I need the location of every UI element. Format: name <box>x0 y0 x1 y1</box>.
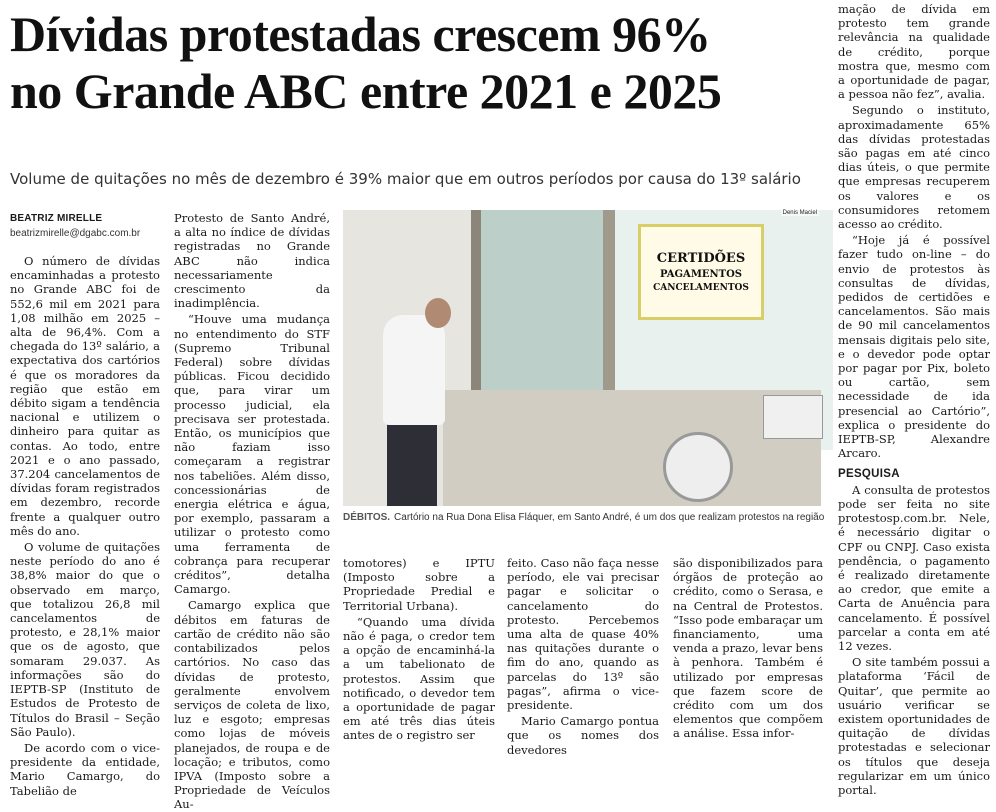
author-email: beatrizmirelle@dgabc.com.br <box>10 228 141 239</box>
caption-text: Cartório na Rua Dona Elisa Fláquer, em Santo André, é um dos que realizam protestos na região <box>394 512 825 523</box>
author-name: BEATRIZ MIRELLE <box>10 213 103 224</box>
paragraph: Mario Camargo pontua que os nomes dos devedores <box>507 714 659 757</box>
paragraph: “Houve uma mudança no entendimento do STF (Supremo Tribunal Federal) sobre dívidas públicas. Ficou decidido que, para virar um processo judicial, ela precisava ser protestada. Então, os municípios que não faziam isso começaram a registrar nos tabeliões. Além disso, concessionárias de energia elétrica e água, por exemplo, passaram a utilizar o protesto como uma ferramenta de cobrança para recuperar créditos”, detalha Camargo. <box>174 312 330 597</box>
paragraph: A consulta de protestos pode ser feita no site protestosp.com.br. Nele, é necessário digitar o CPF ou CNPJ. Caso exista pendência, o pagamento é realizado diretamente ao credor, que emite a Carta de Anuência para cancelamento. É possível parcelar a conta em até 12 vezes. <box>838 482 990 653</box>
paragraph: Segundo o instituto, aproximadamente 65% das dívidas protestadas são pagas em até cinco dias úteis, o que permite que empresas recuperem os valores e os consumidores retomem acesso ao crédito. <box>838 103 990 232</box>
photo-person-body <box>383 315 445 425</box>
paragraph: De acordo com o vice-presidente da entidade, Mario Camargo, do Tabelião de <box>10 740 160 798</box>
paragraph: O site também possui a plataforma ‘Fácil de Quitar’, que permite ao usuário verificar se existem oportunidades de quitação de dívidas protestadas e selecionar os títulos que deseja regularizar em um único portal. <box>838 655 990 797</box>
sign-line-2: PAGAMENTOS <box>659 269 743 280</box>
photo-fan <box>663 432 733 502</box>
headline-line-1: Dívidas protestadas crescem 96% <box>10 6 711 62</box>
column-2 <box>174 211 330 812</box>
sign-line-3: CANCELAMENTOS <box>653 283 749 293</box>
photo-person-head <box>425 298 451 328</box>
paragraph: O volume de quitações neste período do ano é 38,8% maior do que o observado em março, que totalizou 26,8 mil cancelamentos de protesto, e 28,1% maior que os de agosto, que somaram 29.037. As informações são do IEPTB-SP (Instituto de Estudos de Protesto de Títulos do Brasil – Seção São Paulo). <box>10 540 160 739</box>
photo-credit: Denis Maciel <box>782 210 817 216</box>
paragraph: Protesto de Santo André, a alta no índice de dívidas registradas no Grande ABC não indica necessariamente crescimento da inadimplência. <box>174 211 330 311</box>
paragraph: mação de dívida em protesto tem grande relevância na qualidade de crédito, porque mostra que, mesmo com a oportunidade de pagar, a pessoa não fez”, avalia. <box>838 2 990 102</box>
paragraph: “Quando uma dívida não é paga, o credor tem a opção de encaminhá-la a um tabelionato de protestos. Assim que notificado, o devedor tem a oportunidade de pagar em até três dias úteis antes de o registro ser <box>343 614 495 743</box>
column-6 <box>838 2 990 797</box>
photo-printer <box>763 395 823 439</box>
photo-counter-sign <box>638 224 764 320</box>
photo-person-legs <box>387 420 437 506</box>
article-subtitle: Volume de quitações no mês de dezembro é 39% maior que em outros períodos por causa do 13º salário <box>10 170 801 188</box>
section-heading-pesquisa: PESQUISA <box>838 467 900 480</box>
headline-line-2: no Grande ABC entre 2021 e 2025 <box>10 63 722 119</box>
paragraph: tomotores) e IPTU (Imposto sobre a Propriedade Predial e Territorial Urbana). <box>343 556 495 613</box>
column-4 <box>507 556 659 757</box>
column-3 <box>343 556 495 743</box>
paragraph: são disponibilizados para órgãos de proteção ao crédito, como o Serasa, e na Central de Protestos. “Isso pode embaraçar um financiamento, uma venda a prazo, levar bens à penhora. Também é utilizado por empresas que fazem score de crédito com um dos elementos que compõem a análise. Essa infor- <box>673 556 823 741</box>
article-photo <box>343 210 821 506</box>
photo-caption <box>343 512 825 523</box>
caption-label: DÉBITOS. <box>343 512 391 523</box>
column-1 <box>10 254 160 798</box>
paragraph: “Hoje já é possível fazer tudo on-line – do envio de protestos às consultas de dívidas, pedidos de certidões e cancelamentos. São mais de 90 mil cancelamentos mensais digitais pelo site, e o devedor pode optar por pagar por Pix, boleto ou cartão, sem necessidade de ida presencial ao Cartório”, explica o presidente do IEPTB-SP, Alexandre Arcaro. <box>838 233 990 461</box>
column-5 <box>673 556 823 741</box>
sign-line-1: CERTIDÕES <box>656 251 746 266</box>
paragraph: feito. Caso não faça nesse período, ele vai precisar pagar e solicitar o cancelamento do protesto. Percebemos uma alta de quase 40% nas quitações durante o fim do ano, quando as parcelas do 13º são pagas”, afirma o vice-presidente. <box>507 556 659 713</box>
paragraph: O número de dívidas encaminhadas a protesto no Grande ABC foi de 552,6 mil em 2021 para 1,08 milhão em 2025 – alta de 96,4%. Com a chegada do 13º salário, a expectativa dos cartórios é que os moradores da região que estão em débito sigam a tendência nacional e utilizem o dinheiro para quitar as contas. Ao todo, entre 2021 e o ano passado, 37.204 cancelamentos de dívidas foram registrados em dezembro, recorde frente a qualquer outro mês do ano. <box>10 254 160 538</box>
article-headline <box>10 6 820 120</box>
paragraph: Camargo explica que débitos em faturas de cartão de crédito não são contabilizados pelos cartórios. No caso das dívidas de protesto, geralmente envolvem serviços de coleta de lixo, luz e esgoto; empresas como lojas de móveis planejados, de roupa e de locação; e tributos, como IPVA (Imposto sobre a Propriedade de Veículos Au- <box>174 598 330 812</box>
